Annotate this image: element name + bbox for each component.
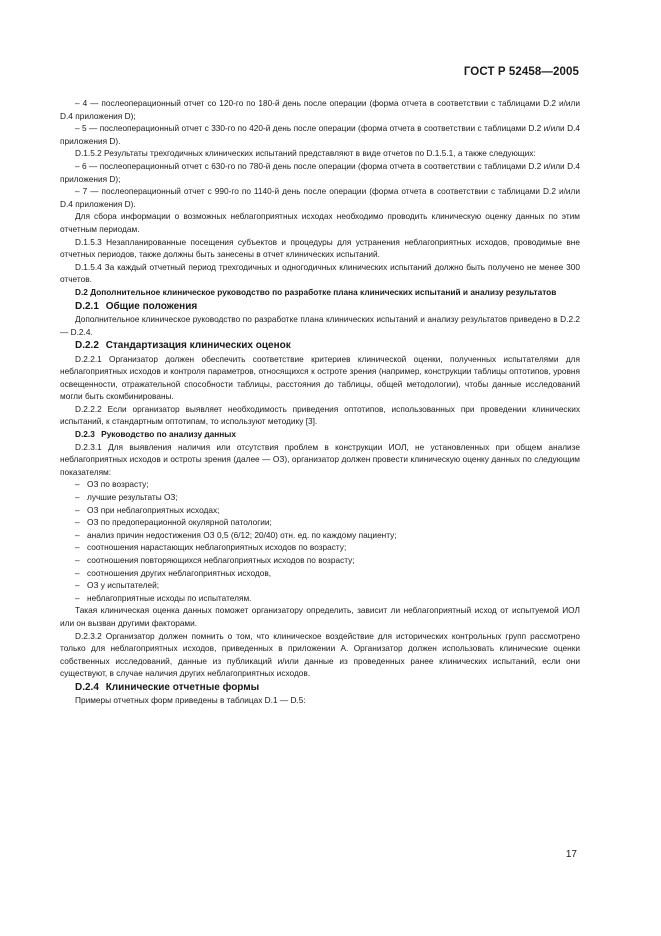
paragraph: D.1.5.2 Результаты трехгодичных клинических испытаний представляют в виде отчетов по D.1.5.1, а также следующих: <box>75 148 536 159</box>
indicator-list <box>60 478 580 604</box>
dash-marker: – <box>75 580 80 591</box>
paragraph: D.2.2.1 Организатор должен обеспечить соответствие критериев клинической оценки, полученных испытателями для неблагоприятных исходов и контроля параметров, относящихся к остроте зрения (например, конструкции таблицы оптотипов, уровня освещенности, отражательной способности таблицы, расстояния до таблицы, общей методологии), чтобы данные исследований могли быть скомбинированы. <box>60 353 580 402</box>
document-code: ГОСТ Р 52458—2005 <box>463 66 579 78</box>
paragraph: D.2.2.2 Если организатор выявляет необходимость приведения оптотипов, использованных при проведении клинических испытаний, к стандартным оптотипам, то используют методику [3]. <box>60 403 580 427</box>
paragraph: – 5 — послеоперационный отчет с 330-го по 420-й день после операции (форма отчета в соответствии с таблицами D.2 и/или D.4 приложения D). <box>60 123 580 146</box>
heading-number: D.2.1 <box>75 300 99 312</box>
dash-marker: – <box>75 555 80 565</box>
subsection-heading-d22 <box>60 339 580 352</box>
list-item: – ОЗ по возрасту; <box>75 479 149 490</box>
list-item: – неблагоприятные исходы по испытателям. <box>75 592 252 603</box>
paragraph: – 7 — послеоперационный отчет с 990-го по 1140-й день после операции (форма отчета в соответствии с таблицами D.2 и/или D.4 приложения D). <box>60 186 580 209</box>
subsection-heading-d23 <box>60 428 580 441</box>
dash-marker: – <box>75 567 80 578</box>
section-heading-d2: D.2 Дополнительное клиническое руководство по разработке плана клинических испытаний и анализу результатов <box>75 286 557 297</box>
paragraph: Дополнительное клиническое руководство по разработке плана клинических испытаний и анализу результатов приведено в D.2.2 — D.2.4. <box>60 313 580 337</box>
paragraph: – 6 — послеоперационный отчет с 630-го по 780-й день после операции (форма отчета в соответствии с таблицами D.2 и/или D.4 приложения D); <box>60 160 580 184</box>
paragraph: D.1.5.3 Незапланированные посещения субъектов и процедуры для устранения неблагоприятных исходов, проводимые вне отчетных периодов, также должны быть занесены в отчет клинических испытаний. <box>60 236 580 260</box>
subsection-heading-d21 <box>60 300 580 313</box>
dash-marker: – <box>75 504 80 515</box>
paragraph: D.2.3.2 Организатор должен помнить о том, что клиническое воздействие для исторических контрольных групп рассмотрено только для неблагоприятных исходов, приведенных в приложении А. Организатор должен использовать клинические оценки собственных исследований, данные из публикаций и/или данные из проведенных ранее клинических испытаний, если они существуют, в случае наличия других неблагоприятных исходов. <box>60 630 580 679</box>
heading-number: D.2.2 <box>75 340 99 352</box>
dash-marker: – <box>75 517 80 528</box>
list-item: – анализ причин недостижения ОЗ 0,5 (6/12; 20/40) отн. ед. по каждому пациенту; <box>75 529 397 540</box>
list-item: – соотношения повторяющихся неблагоприятных исходов по возрасту; <box>75 555 355 565</box>
page-body <box>60 97 580 707</box>
paragraph: Такая клиническая оценка данных поможет организатору определить, зависит ли неблагоприятный исход от испытуемой ИОЛ или он вызван другими факторами. <box>60 605 580 628</box>
heading-title: Руководство по анализу данных <box>101 429 237 440</box>
heading-title: Общие положения <box>105 300 198 312</box>
dash-marker: – <box>75 592 80 603</box>
heading-title: Стандартизация клинических оценок <box>105 340 291 352</box>
paragraph: D.1.5.4 За каждый отчетный период трехгодичных и одногодичных клинических испытаний должно быть получено не менее 300 отчетов. <box>60 261 580 285</box>
dash-marker: – <box>75 479 80 490</box>
heading-number: D.2.3 <box>75 429 95 440</box>
paragraph: – 4 — послеоперационный отчет со 120-го по 180-й день после операции (форма отчета в соответствии с таблицами D.2 и/или D.4 приложения D); <box>60 98 580 121</box>
list-item: – соотношения нарастающих неблагоприятных исходов по возрасту; <box>75 542 347 553</box>
paragraph: Для сбора информации о возможных неблагоприятных исходах необходимо проводить клиническую оценку данных по этим отчетным периодам. <box>60 211 580 234</box>
dash-marker: – <box>75 492 80 503</box>
list-item: – лучшие результаты ОЗ; <box>75 492 178 503</box>
dash-marker: – <box>75 529 80 540</box>
paragraph: D.2.3.1 Для выявления наличия или отсутствия проблем в конструкции ИОЛ, не установленных при общем анализе неблагоприятных исходов и остроты зрения (далее — ОЗ), организатор должен провести клиническую оценку данных по следующим показателям: <box>60 441 580 477</box>
dash-marker: – <box>75 542 80 553</box>
list-item: – ОЗ по предоперационной окулярной патологии; <box>75 517 272 528</box>
heading-number: D.2.4 <box>75 681 99 693</box>
list-item: – ОЗ при неблагоприятных исходах; <box>75 504 220 515</box>
page-number: 17 <box>565 849 577 860</box>
list-item: – ОЗ у испытателей; <box>75 580 160 591</box>
heading-title: Клинические отчетные формы <box>105 681 260 693</box>
list-item: – соотношения других неблагоприятных исходов, <box>75 567 272 578</box>
subsection-heading-d24 <box>60 681 580 694</box>
paragraph: Примеры отчетных форм приведены в таблицах D.1 — D.5: <box>75 695 306 706</box>
